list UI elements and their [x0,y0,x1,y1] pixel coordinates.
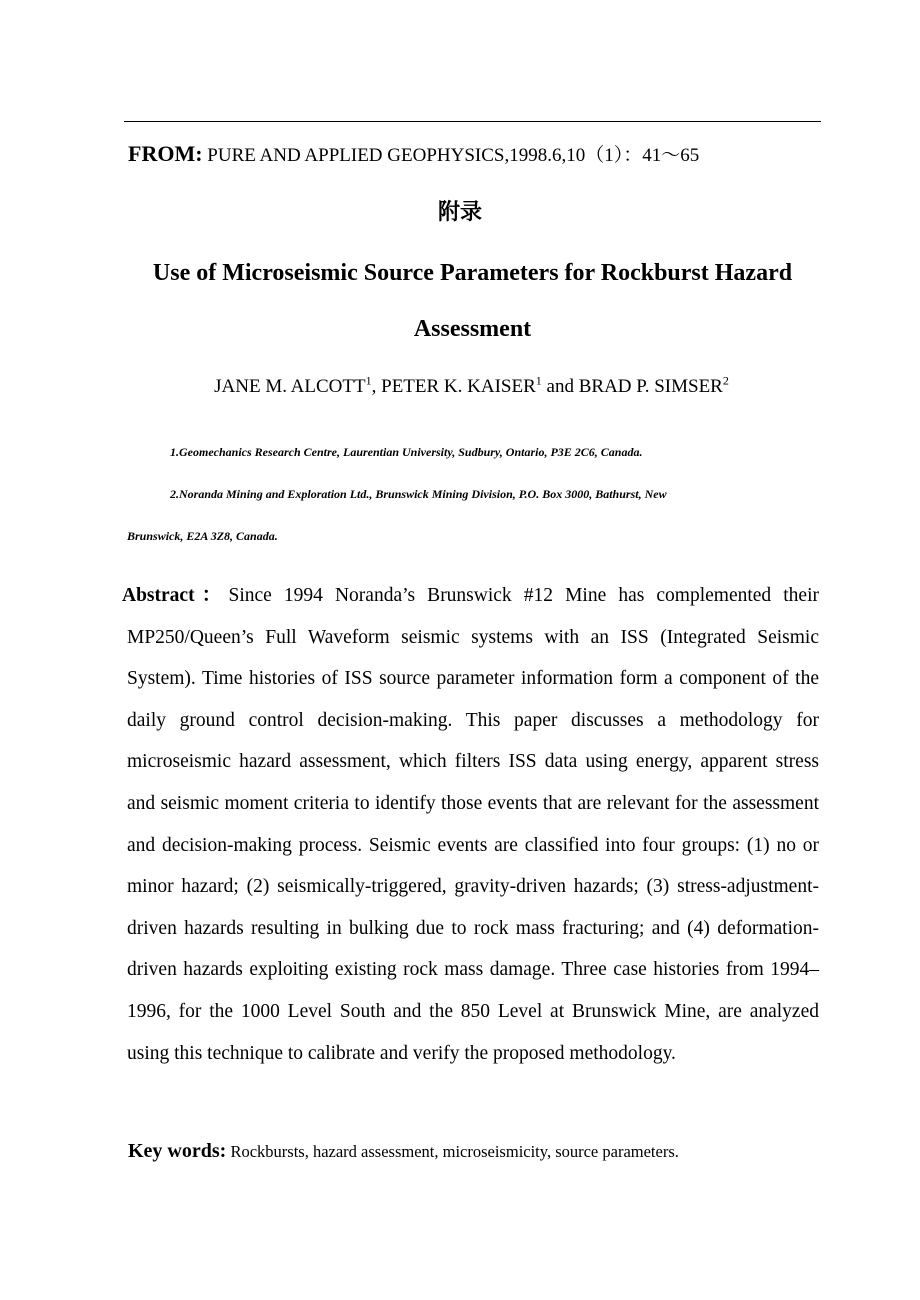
source-citation [128,140,699,167]
keywords [128,1140,679,1163]
affiliation-2: 2.Noranda Mining and Exploration Ltd., Brunswick Mining Division, P.O. Box 3000, Bathurst, New [170,487,667,501]
author-name: JANE M. ALCOTT [214,376,366,397]
author-list [0,373,920,398]
abstract [122,575,819,1074]
author-separator: and [541,376,579,397]
author-separator: , [371,376,382,397]
affiliation-2-continued: Brunswick, E2A 3Z8, Canada. [127,529,278,543]
paper-title: Use of Microseismic Source Parameters for Rockburst Hazard Assessment [152,260,793,342]
keywords-label: Key words: [128,1140,227,1162]
abstract-text: Since 1994 Noranda’s Brunswick #12 Mine has complemented their MP250/Queen’s Full Waveform seismic systems with an ISS (Integrated Seismic System). Time histories of ISS source parameter information form a component of the daily ground control decision-making. This paper discusses a methodology for microseismic hazard assessment, which filters ISS data using energy, apparent stress and seismic moment criteria to identify those events that are relevant for the assessment and decision-making process. Seismic events are classified into four groups: (1) no or minor hazard; (2) seismically-triggered, gravity-driven hazards; (3) stress-adjustment-driven hazards resulting in bulking due to rock mass fracturing; and (4) deformation-driven hazards exploiting existing rock mass damage. Three case histories from 1994–1996, for the 1000 Level South and the 850 Level at Brunswick Mine, are analyzed using this technique to calibrate and verify the proposed methodology. [127,585,819,1064]
keywords-text: Rockbursts, hazard assessment, microseismicity, source parameters. [226,1142,679,1161]
appendix-heading: 附录 [437,200,482,225]
source-text: PURE AND APPLIED GEOPHYSICS,1998.6,10（1）：41～65 [202,145,700,166]
source-label: FROM: [128,141,203,166]
author-name: PETER K. KAISER [381,376,536,397]
author-affiliation-mark: 1 [365,373,372,388]
author-affiliation-mark: 2 [722,373,729,388]
affiliation-1: 1.Geomechanics Research Centre, Laurentian University, Sudbury, Ontario, P3E 2C6, Canada. [170,445,643,459]
author-affiliation-mark: 1 [535,373,542,388]
author-name: BRAD P. SIMSER [578,376,723,397]
abstract-label: Abstract： [122,585,229,606]
header-rule [124,121,821,122]
